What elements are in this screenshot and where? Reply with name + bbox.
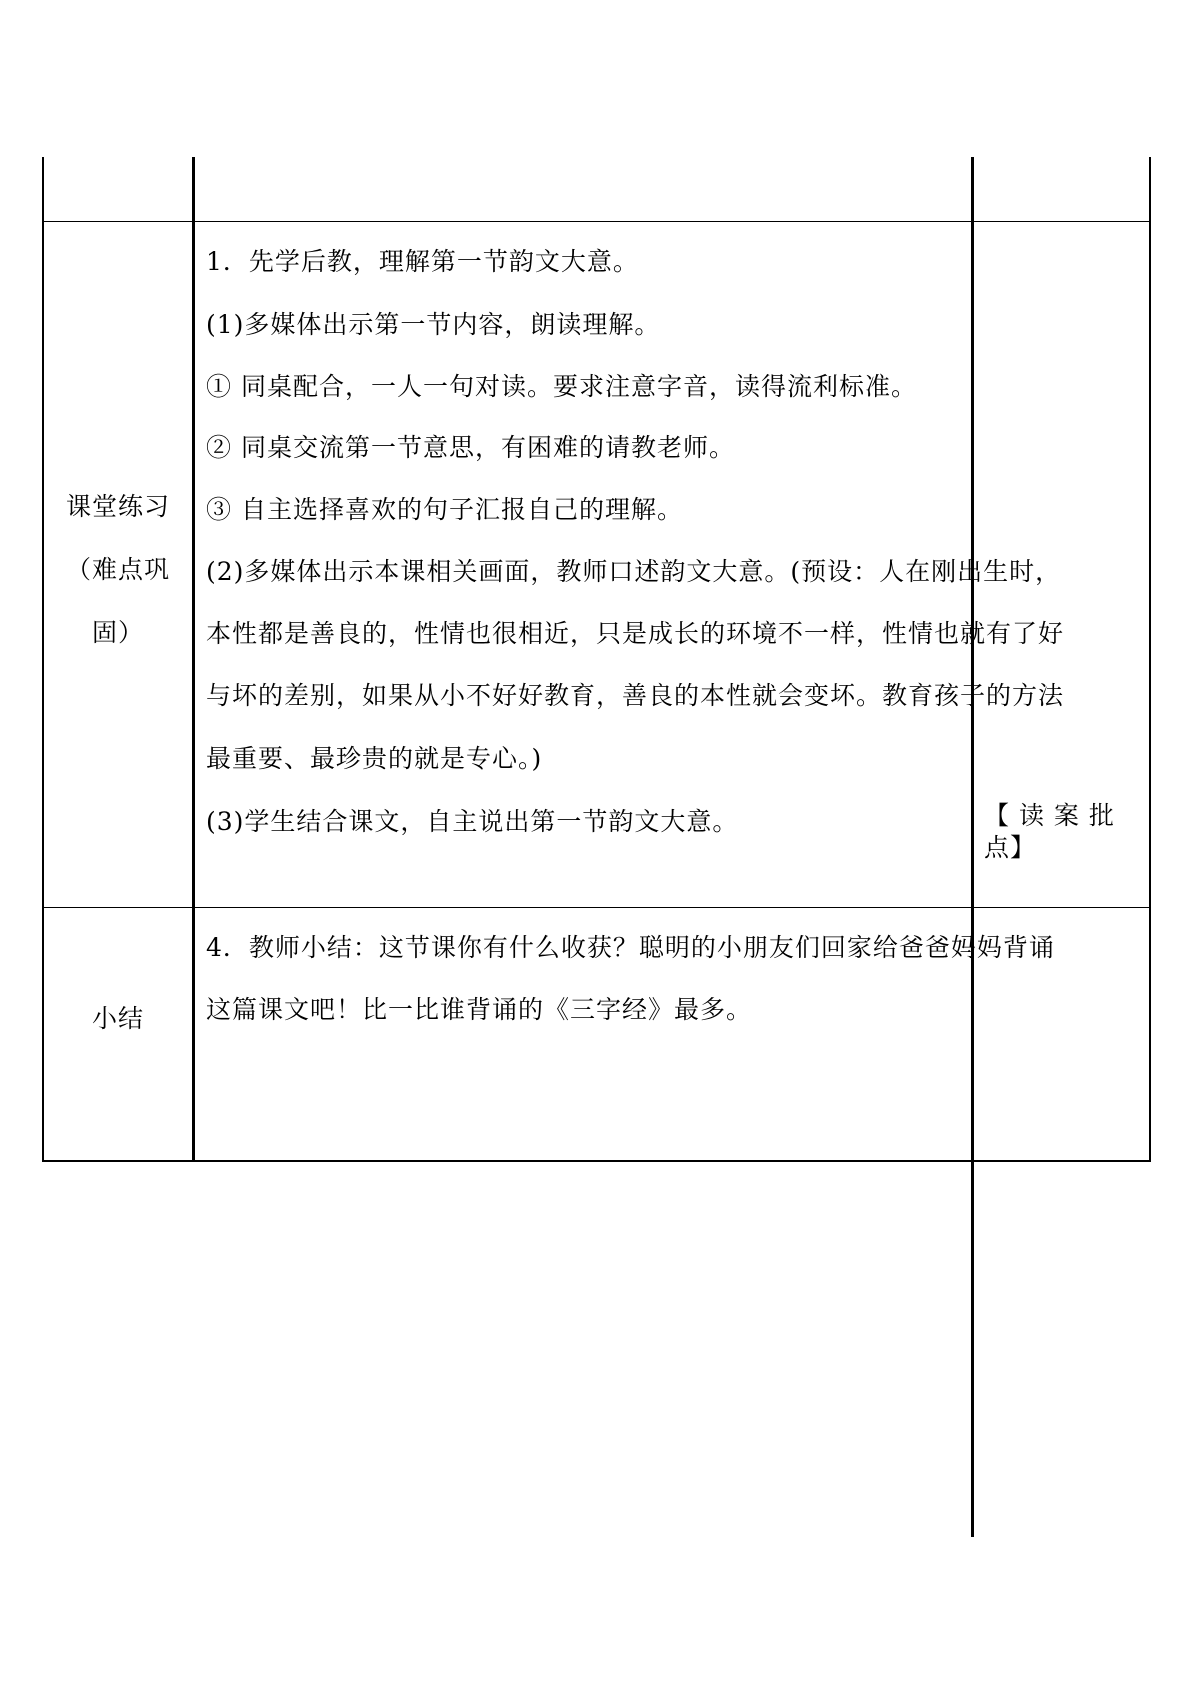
practice-label-line: 固） [91, 618, 144, 647]
table-divider-label-column [192, 157, 195, 1161]
practice-line: 与坏的差别，如果从小不好好教育，善良的本性就会变坏。教育孩子的方法 [206, 681, 1065, 710]
table-divider-note-column [971, 157, 974, 1537]
reading-note-line: 【 读 案 批 [984, 801, 1115, 830]
summary-line: 这篇课文吧！比一比谁背诵的《三字经》最多。 [206, 995, 753, 1024]
practice-line: (3)学生结合课文，自主说出第一节韵文大意。 [206, 807, 739, 836]
summary-row-label: 小结 [91, 1004, 144, 1033]
practice-label-line: （难点巩 [65, 555, 170, 584]
reading-note [984, 800, 1144, 864]
practice-line: (1)多媒体出示第一节内容，朗读理解。 [206, 310, 661, 339]
table-row-divider-top [42, 221, 1151, 222]
practice-line: 最重要、最珍贵的就是专心。) [206, 744, 543, 773]
summary-line: 4．教师小结：这节课你有什么收获？聪明的小朋友们回家给爸爸妈妈背诵 [206, 933, 1055, 962]
practice-line: ② 同桌交流第一节意思，有困难的请教老师。 [206, 433, 735, 462]
table-row-divider-middle [42, 907, 1151, 908]
table-border-right [1149, 157, 1151, 1161]
practice-line: 本性都是善良的，性情也很相近，只是成长的环境不一样，性情也就有了好 [206, 619, 1065, 648]
practice-line: (2)多媒体出示本课相关画面，教师口述韵文大意。(预设：人在刚出生时， [206, 557, 1062, 586]
practice-line: 1．先学后教，理解第一节韵文大意。 [206, 247, 639, 276]
practice-label-line: 课堂练习 [65, 492, 170, 521]
practice-line: ① 同桌配合，一人一句对读。要求注意字音，读得流利标准。 [206, 372, 917, 401]
practice-line: ③ 自主选择喜欢的句子汇报自己的理解。 [206, 495, 683, 524]
table-border-bottom [42, 1160, 1151, 1162]
practice-row-label [44, 475, 192, 664]
reading-note-line: 点】 [984, 833, 1037, 862]
